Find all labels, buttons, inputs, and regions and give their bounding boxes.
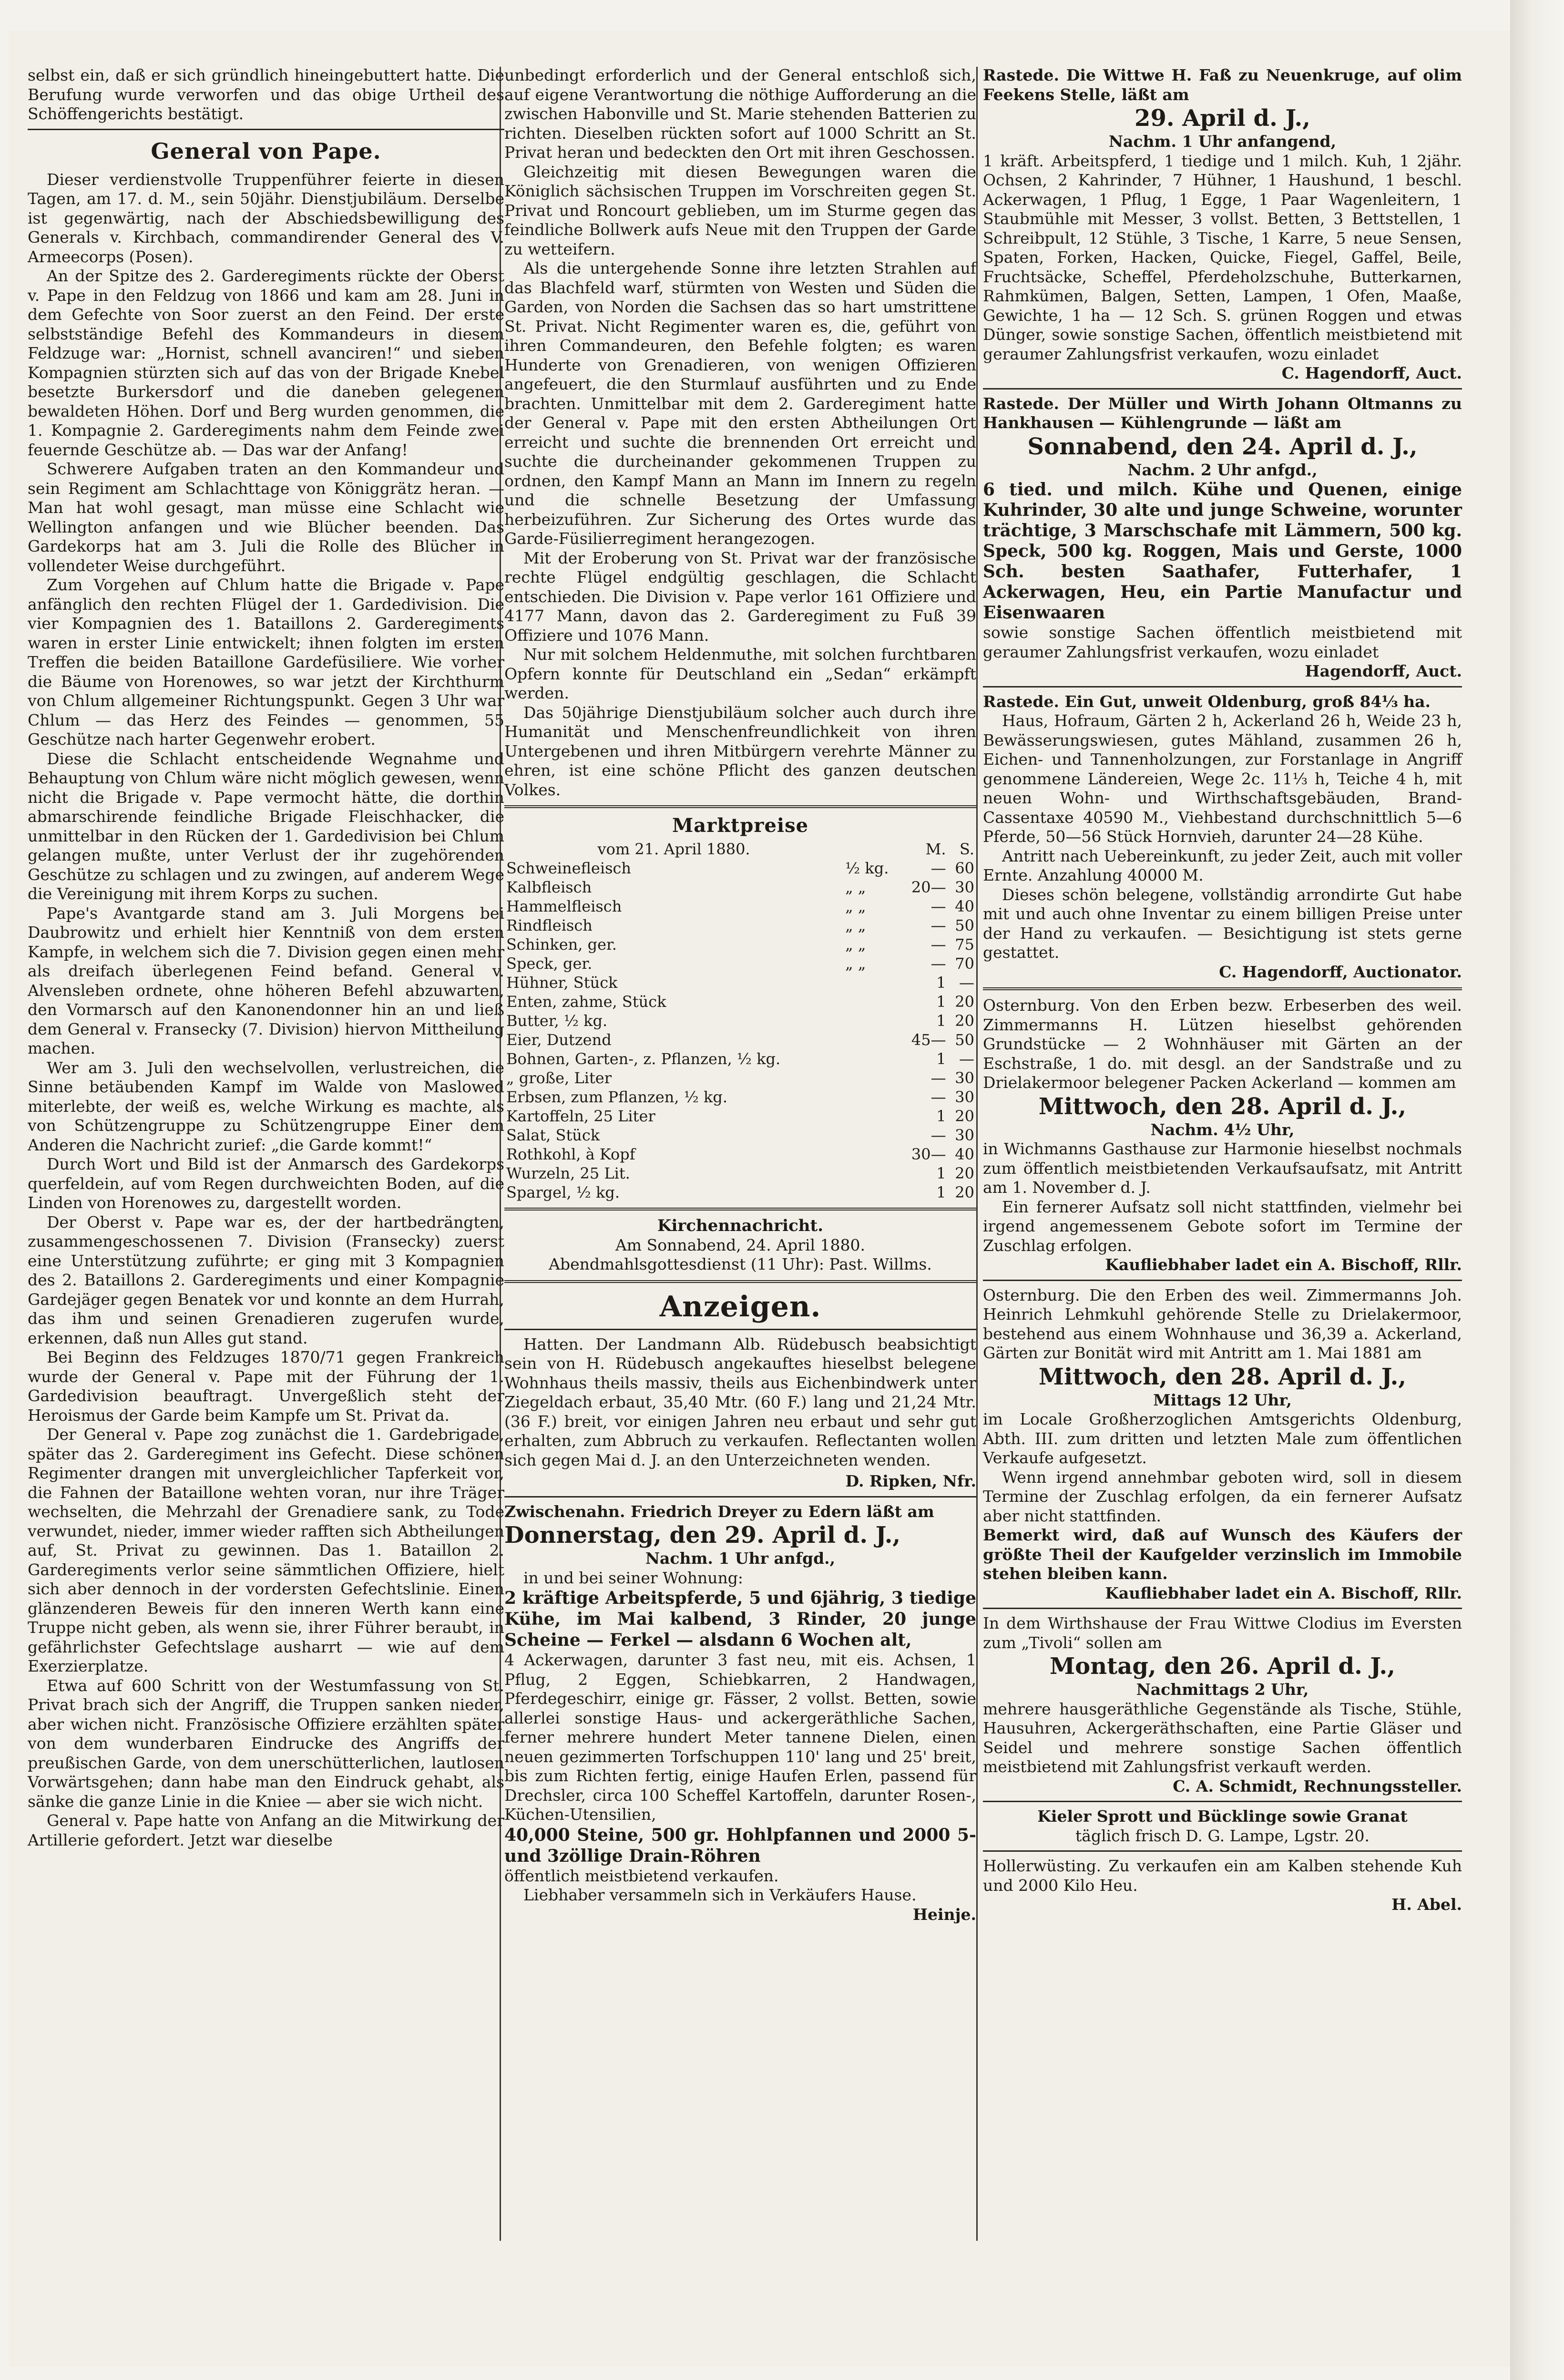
table-cell: — [930, 916, 946, 934]
article-paragraph: Pape's Avantgarde stand am 3. Juli Morgens bei Daubrowitz und erhielt hier Kenntniß von dem ersten Kampfe, in welchem sich die 7. Division gegen einen mehr als dreifach überlegenen Feind befand. General v. Alvensleben ordnete, ohne höheren Befehl abzuwarten, den Vormarsch auf den Kanonendonner hin an und ließ dem General v. Fransecky (7. Division) hiervon Mittheilung machen. [28, 903, 504, 1057]
ad-bold-text: 2 kräftige Arbeitspferde, 5 und 6jährig, 3 tiedige Kühe, im Mai kalbend, 3 Rinder, 20 junge Scheine — Ferkel — alsdann 6 Wochen alt, [504, 1588, 976, 1650]
divider [983, 686, 1462, 687]
ad-time: Nachm. 1 Uhr anfgd., [645, 1549, 836, 1568]
ad-heading: Osternburg. Von den Erben bezw. Erbeserben des weil. Zimmermanns H. Lützen hieselbst gehörenden Grundstücke — 2 Wohnhäuser mit Gärten an der Eschstraße, 1 do. mit desgl. an der Sandstraße und zu Drielakermoor belegener Packen Ackerland — kommen am [983, 996, 1462, 1092]
column-1 [28, 66, 504, 1850]
article-paragraph: Als die untergehende Sonne ihre letzten Strahlen auf das Blachfeld warf, stürmten von Westen und Süden die Garden, von Norden die Sachsen das so hart umstrittene St. Privat. Nicht Regimenter waren es, die, geführt von ihren Commandeuren, den Befehle folgten; es waren Hunderte von Grenadieren, von wenigen Offizieren angefeuert, die den Sturmlauf ausführten und zu Ende brachten. Unmittelbar mit dem 2. Garderegiment hatte der General v. Pape mit den ersten Abtheilungen Ort erreicht und suchte die brennenden Ort erreicht und suchte die durcheinander gekommenen Truppen zu ordnen, den Kampf Mann an Mann im Innern zu regeln und die schnelle Besetzung der Umfassung herbeizuführen. Zur Sicherung des Ortes wurde das Garde-Füsilierregiment herangezogen. [504, 259, 976, 548]
table-cell: 45— [911, 1031, 946, 1049]
table-cell [843, 992, 901, 1011]
ad-signature: C. Hagendorff, Auctionator. [1219, 962, 1462, 981]
table-cell: Kalbfleisch [506, 878, 592, 896]
table-cell: Eier, Dutzend [506, 1031, 612, 1049]
ad-text: Haus, Hofraum, Gärten 2 h, Ackerland 26 h, Weide 23 h, Bewässerungswiesen, gutes Mähland, zusammen 26 h, Eichen- und Tannenholzungen, zur Forstanlage in Angriff genommene Ländereien, Wege 2c. 11⅓ h, Teiche 4 h, mit neuen Wohn- und Wirthschaftsgebäuden, Brand-Cassentaxe 40590 M., Viehbestand durchschnittlich 5—6 Pferde, 50—56 Stück Hornvieh, darunter 24—28 Kühe. [983, 711, 1462, 846]
ad-text: Wenn irgend annehmbar geboten wird, soll in diesem Termine der Zuschlag erfolgen, da ein fernerer Aufsatz aber nicht stattfinden. [983, 1467, 1462, 1525]
table-row [504, 897, 976, 916]
table-cell: 50 [955, 1031, 974, 1049]
table-cell: 30 [955, 1088, 974, 1106]
article-paragraph: Wer am 3. Juli den wechselvollen, verlustreichen, die Sinne betäubenden Kampf im Walde von Maslowed miterlebte, der weiß es, welche Wirkung es machte, als von Schützengruppe zu Schützengruppe Einer dem Anderen die Nachricht zurief: „die Garde kommt!“ [28, 1058, 504, 1154]
ad-text: täglich frisch D. G. Lampe, Lgstr. 20. [1075, 1826, 1370, 1845]
table-cell: Hammelfleisch [506, 897, 622, 915]
article-paragraph: Nur mit solchem Heldenmuthe, mit solchen furchtbaren Opfern konnte für Deutschland ein „Sedan“ erkämpft werden. [504, 645, 976, 702]
table-cell [843, 1107, 901, 1126]
table-cell: Bohnen, Garten-, z. Pflanzen, ½ kg. [506, 1050, 781, 1068]
divider [504, 1280, 976, 1283]
article-paragraph: Mit der Eroberung von St. Privat war der französische rechte Flügel endgültig geschlagen, die Schlacht entschieden. Die Division v. Pape verlor 161 Offiziere und 4177 Mann, davon das 2. Garderegiment zu Fuß 39 Offiziere und 1076 Mann. [504, 548, 976, 645]
table-cell [843, 1068, 901, 1087]
ad-bold-text: 6 tied. und milch. Kühe und Quenen, einige Kuhrinder, 30 alte und junge Schweine, worunter trächtige, 3 Marschschafe mit Lämmern, 500 kg. Speck, 500 kg. Roggen, Mais und Gerste, 1000 Sch. besten Saathafer, Futterhafer, 1 Ackerwagen, Heu, ein Partie Manufactur und Eisenwaaren [983, 480, 1462, 623]
table-cell: Spargel, ½ kg. [506, 1183, 620, 1201]
table-cell: 1 [936, 1107, 946, 1125]
ad-text: Ein fernerer Aufsatz soll nicht stattfinden, vielmehr bei irgend angemessenem Gebote sofort im Termine der Zuschlag erfolgen. [983, 1197, 1462, 1255]
table-cell: Schweinefleisch [506, 859, 632, 877]
table-cell: Rothkohl, à Kopf [506, 1145, 635, 1163]
table-cell: 1 [936, 1164, 946, 1182]
column-3 [983, 66, 1462, 1915]
table-cell: „ „ [845, 878, 866, 896]
divider [983, 1280, 1462, 1281]
table-cell: — [930, 1126, 946, 1144]
ad-text: Liebhaber versammeln sich in Verkäufers Hause. [523, 1886, 917, 1904]
table-cell: — [930, 954, 946, 973]
market-price-table [504, 840, 976, 1202]
market-title: Marktpreise [672, 814, 809, 837]
table-cell: 20 [955, 1012, 974, 1030]
ad-signature: C. A. Schmidt, Rechnungssteller. [1173, 1776, 1462, 1795]
table-cell: Hühner, Stück [506, 974, 618, 992]
table-cell: 20 [955, 1183, 974, 1201]
article-paragraph: Dieser verdienstvolle Truppenführer feierte in diesen Tagen, am 17. d. M., sein 50jähr. Dienstjubiläum. Derselbe ist gegenwärtig, nach der Abschiedsbewilligung des Generals v. Kirchbach, commandirender General des V. Armeecorps (Posen). [28, 170, 504, 266]
table-row [504, 878, 976, 897]
table-cell: — [959, 1050, 974, 1068]
divider [504, 1496, 976, 1498]
ad-signature: Hagendorff, Auct. [1305, 662, 1462, 680]
table-row [504, 1011, 976, 1030]
table-cell [843, 1183, 901, 1202]
table-cell: „ „ [845, 897, 866, 915]
article-paragraph: Etwa auf 600 Schritt von der Westumfassung von St. Privat brach sich der Angriff, die Truppen sanken nieder, aber wichen nicht. Französische Offiziere erzählten später von dem wunderbaren Eindrucke des Angriffs der preußischen Garde, von dem unerschütterlichen, lautlosen Vorwärtsgehen; dann habe man den Eindruck gehabt, als sänke die ganze Linie in die Kniee — aber sie wich nicht. [28, 1676, 504, 1811]
article-paragraph: Das 50jährige Dienstjubiläum solcher auch durch ihre Humanität und Menschenfreundlichkeit von ihren Untergebenen und ihren Mitbürgern verehrte Männer zu ehren, ist eine schöne Pflicht des ganzen deutschen Volkes. [504, 703, 976, 799]
ad-time: Nachm. 4½ Uhr, [1150, 1120, 1295, 1139]
table-cell: 1 [936, 993, 946, 1011]
table-cell: — [930, 859, 946, 877]
article-paragraph: Zum Vorgehen auf Chlum hatte die Brigade v. Pape anfänglich den rechten Flügel der 1. Gardedivision. Die vier Kompagnien des 1. Bataillons 2. Garderegiments waren in erster Linie entwickelt; ihnen folgten im ersten Treffen die beiden Bataillone Gardefüsiliere. Wie vorher die Bäume von Horenowes, so war jetzt der Kirchthurm von Chlum allgemeiner Richtungspunkt. Gegen 3 Uhr war Chlum — das Herz des Feindes — genommen, 55 Geschütze nach harter Gegenwehr erobert. [28, 575, 504, 749]
article-paragraph: General v. Pape hatte von Anfang an die Mitwirkung der Artillerie gefordert. Jetzt war dieselbe [28, 1811, 504, 1849]
column-2 [504, 66, 976, 1924]
ads-title: Anzeigen. [659, 1290, 821, 1323]
table-cell: „ große, Liter [506, 1069, 612, 1087]
divider [983, 1608, 1462, 1609]
table-cell: Rindfleisch [506, 916, 593, 934]
table-cell: Wurzeln, 25 Lit. [506, 1164, 630, 1182]
table-row [504, 1107, 976, 1126]
table-row [504, 1126, 976, 1145]
table-cell: Kartoffeln, 25 Liter [506, 1107, 655, 1125]
ad-date: Mittwoch, den 28. April d. J., [1038, 1363, 1407, 1390]
article-title: General von Pape. [151, 138, 381, 164]
divider [983, 1850, 1462, 1852]
divider [983, 987, 1462, 990]
table-row [504, 1049, 976, 1068]
ad-text: 1 kräft. Arbeitspferd, 1 tiedige und 1 milch. Kuh, 1 2jähr. Ochsen, 2 Kahrinder, 7 Hühner, 1 Haushund, 1 beschl. Ackerwagen, 1 Pflug, 1 Egge, 1 Paar Wagenleitern, 1 Staubmühle mit Messer, 3 vollst. Betten, 3 Bettstellen, 1 Schreibpult, 12 Stühle, 3 Tische, 1 Karre, 5 neue Sensen, Spaten, Forken, Hacken, Quicke, Fiegel, Gaffel, Beile, Fruchtsäcke, Scheffel, Pferdeholzschuhe, Butterkarnen, Rahmkümen, Balgen, Setten, Lampen, 1 Ofen, Maaße, Gewichte, 1 ha — 12 Sch. S. grünen Roggen und etwas Dünger, sowie sonstige Sachen, öffentlich meistbietend mit geraumer Zahlungsfrist verkaufen, wozu einladet [983, 151, 1462, 363]
table-cell: 1 [936, 1012, 946, 1030]
ad-bold-text: 40,000 Steine, 500 gr. Hohlpfannen und 2000 5- und 3zöllige Drain-Röhren [504, 1825, 976, 1866]
table-cell: Salat, Stück [506, 1126, 600, 1144]
page-edge [1510, 0, 1564, 2380]
table-cell: 60 [955, 859, 974, 877]
ad-signature: Kaufliebhaber ladet ein A. Bischoff, Rllr. [1105, 1255, 1462, 1274]
ad-text: in und bei seiner Wohnung: [523, 1568, 743, 1587]
table-cell: — [930, 897, 946, 915]
table-row [504, 935, 976, 954]
table-header-cell: S. [960, 840, 974, 858]
ad-heading: Rastede. Ein Gut, unweit Oldenburg, groß 84⅓ ha. [983, 692, 1431, 711]
divider [504, 1208, 976, 1211]
ad-date: 29. April d. J., [1135, 105, 1310, 132]
table-cell: Schinken, ger. [506, 935, 617, 954]
table-cell: 1 [936, 1050, 946, 1068]
table-cell: Butter, ½ kg. [506, 1012, 608, 1030]
table-cell: — [959, 974, 974, 992]
church-title: Kirchennachricht. [657, 1216, 824, 1235]
table-cell: 50 [955, 916, 974, 934]
ad-date: Donnerstag, den 29. April d. J., [504, 1522, 901, 1549]
article-paragraph: Durch Wort und Bild ist der Anmarsch des Gardekorps querfeldein, auf vom Regen durchweichten Boden, auf die Linden von Horenowes zu, dargestellt worden. [28, 1155, 504, 1212]
table-cell [843, 973, 901, 992]
market-rows [504, 859, 976, 1202]
table-row [504, 1068, 976, 1087]
divider [504, 805, 976, 808]
intro-paragraph: selbst ein, daß er sich gründlich hineingebuttert hatte. Die Berufung wurde verworfen und das obige Urtheil des Schöffengerichts bestätigt. [28, 66, 504, 123]
market-date: vom 21. April 1880. [597, 840, 750, 858]
ad-time: Nachm. 1 Uhr anfangend, [1108, 132, 1337, 151]
article-paragraph: Gleichzeitig mit diesen Bewegungen waren die Königlich sächsischen Truppen im Vorschreiten gegen St. Privat und Roncourt geblieben, um im Sturme gegen das feindliche Bollwerk aufs Neue mit den Truppen der Garde zu wetteifern. [504, 162, 976, 258]
table-row [504, 859, 976, 878]
divider [983, 1801, 1462, 1802]
table-header-cell: M. [925, 840, 946, 858]
ad-date: Mittwoch, den 28. April d. J., [1038, 1093, 1407, 1120]
ad-text: in Wichmanns Gasthause zur Harmonie hieselbst nochmals zum öffentlich meistbietenden Verkaufsaufsatz, mit Antritt am 1. November d. J. [983, 1139, 1462, 1197]
ad-text: sowie sonstige Sachen öffentlich meistbietend mit geraumer Zahlungsfrist verkaufen, wozu einladet [983, 623, 1462, 661]
ad-time: Nachm. 2 Uhr anfgd., [1127, 460, 1318, 479]
table-cell: — [930, 1088, 946, 1106]
ad-heading: Zwischenahn. Friedrich Dreyer zu Edern läßt am [504, 1502, 934, 1521]
ad-heading: Rastede. Der Müller und Wirth Johann Oltmanns zu Hankhausen — Kühlengrunde — läßt am [983, 394, 1462, 432]
table-row [504, 840, 976, 859]
table-cell: 20 [955, 1107, 974, 1125]
column-rule [976, 67, 978, 2241]
table-row [504, 916, 976, 935]
ad-signature: Heinje. [912, 1905, 976, 1924]
table-row [504, 992, 976, 1011]
article-paragraph: Schwerere Aufgaben traten an den Kommandeur und sein Regiment am Schlachttage von Königgrätz heran. — Man hat wohl gesagt, man müsse eine Schlacht wie Wellington anfangen und wie Blücher beenden. Das Gardekorps hat am 3. Juli die Rolle des Blücher in vollendeter Weise durchgeführt. [28, 460, 504, 575]
ad-text: öffentlich meistbietend verkaufen. [504, 1866, 779, 1885]
table-cell: 30 [955, 1069, 974, 1087]
table-cell [843, 1011, 901, 1030]
table-cell: 40 [955, 1145, 974, 1163]
table-cell: 30 [955, 1126, 974, 1144]
table-cell [843, 1049, 901, 1068]
ad-signature: D. Ripken, Nfr. [845, 1472, 976, 1490]
table-cell: Enten, zahme, Stück [506, 993, 666, 1011]
ad-heading: In dem Wirthshause der Frau Wittwe Clodius im Eversten zum „Tivoli“ sollen am [983, 1614, 1462, 1652]
article-paragraph: Diese die Schlacht entscheidende Wegnahme und Behauptung von Chlum wäre nicht möglich gewesen, wenn nicht die Brigade v. Pape vermocht hätte, die dorthin abmarschirende feindliche Brigade Fleischhacker, die unmittelbar in den Rücken der 1. Gardedivision bei Chlum gelangen mußte, unter Verlust der ihr zugehörenden Geschütze zu schlagen und zu zwingen, auf anderem Wege die Vereinigung mit ihrem Korps zu suchen. [28, 749, 504, 903]
table-cell: Speck, ger. [506, 954, 593, 973]
table-row [504, 954, 976, 973]
ad-signature: H. Abel. [1391, 1895, 1462, 1914]
ad-date: Montag, den 26. April d. J., [1050, 1653, 1395, 1680]
table-cell: 1 [936, 974, 946, 992]
table-cell: 20 [955, 993, 974, 1011]
table-cell: 30 [955, 878, 974, 896]
ad-text: Hollerwüsting. Zu verkaufen ein am Kalben stehende Kuh und 2000 Kilo Heu. [983, 1857, 1462, 1895]
church-line: Am Sonnabend, 24. April 1880. [615, 1235, 866, 1254]
ad-heading: Osternburg. Die den Erben des weil. Zimmermanns Joh. Heinrich Lehmkuhl gehörende Stelle zu Drielakermoor, bestehend aus einem Wohnhause und 36,39 a. Ackerland, Gärten zur Bonität wird mit Antritt am 1. Mai 1881 am [983, 1285, 1462, 1362]
ad-text: Antritt nach Uebereinkunft, zu jeder Zeit, auch mit voller Ernte. Anzahlung 40000 M. [983, 846, 1462, 884]
ad-text: Dieses schön belegene, vollständig arrondirte Gut habe mit und auch ohne Inventar zu einem billigen Preise unter der Hand zu verkaufen. — Besichtigung ist stets gerne gestattet. [983, 885, 1462, 962]
article-paragraph: Der Oberst v. Pape war es, der der hartbedrängten, zusammengeschossenen 7. Division (Fransecky) zuerst eine Unterstützung zuführte; er ging mit 3 Kompagnien des 2. Bataillons 2. Garderegiments und einer Kompagnie Gardejäger gegen Benatek vor und konnte an dem Hurrah, das ihm und seinen Grenadieren zugerufen wurde, erkennen, daß nun Alles gut stand. [28, 1212, 504, 1347]
table-row [504, 1164, 976, 1183]
ad-bold-text: Bemerkt wird, daß auf Wunsch des Käufers der größte Theil der Kaufgelder verzinslich im Immobile stehen bleiben kann. [983, 1526, 1462, 1583]
ad-date: Sonnabend, den 24. April d. J., [1027, 433, 1418, 460]
ad-time: Nachmittags 2 Uhr, [1136, 1680, 1309, 1699]
table-cell [843, 1145, 901, 1164]
ad-text: 4 Ackerwagen, darunter 3 fast neu, mit eis. Achsen, 1 Pflug, 2 Eggen, Schiebkarren, 2 Handwagen, Pferdegeschirr, einige gr. Fässer, 2 vollst. Betten, sowie allerlei sonstige Haus- und ackergeräthliche Sachen, ferner mehrere hundert Meter tannene Dielen, einen neuen gezimmerten Torfschuppen 110' lang und 25' breit, bis zum Richten fertig, einige Haufen Erlen, passend für Drechsler, circa 100 Scheffel Kartoffeln, darunter Rosen-, Küchen-Utensilien, [504, 1651, 976, 1824]
table-row [504, 1145, 976, 1164]
ad-signature: C. Hagendorff, Auct. [1281, 364, 1462, 382]
table-cell [843, 1030, 901, 1049]
table-cell: 1 [936, 1183, 946, 1201]
article-paragraph: Der General v. Pape zog zunächst die 1. Gardebrigade, später das 2. Garderegiment ins Gefecht. Diese schönen Regimenter drangen mit unvergleichlicher Tapferkeit vor, die Fahnen der Bataillone wehten voran, nur ihre Träger wechselten, die Mehrzahl der Grenadiere sank, zu Tode verwundet, nieder, immer wieder rafften sich Abtheilungen auf, St. Privat zu gewinnen. Das 1. Bataillon 2. Garderegiments verlor seine sämmtlichen Offiziere, hielt sich aber dennoch in der vordersten Gefechtslinie. Einen glänzenderen Beweis für den inneren Werth kann eine Truppe nicht geben, als wenn sie, ihrer Führer beraubt, in gefährlichster Gefechtslage ausharrt — wie auf dem Exerzierplatze. [28, 1425, 504, 1675]
table-cell: „ „ [845, 916, 866, 934]
article-paragraph: Bei Beginn des Feldzuges 1870/71 gegen Frankreich wurde der General v. Pape mit der Führung der 1. Gardedivision beauftragt. Unvergeßlich steht der Heroismus der Garde beim Kampfe um St. Privat da. [28, 1348, 504, 1425]
table-row [504, 1087, 976, 1107]
table-cell: 20— [911, 878, 946, 896]
table-cell: „ „ [845, 935, 866, 954]
article-paragraph: An der Spitze des 2. Garderegiments rückte der Oberst v. Pape in den Feldzug von 1866 und kam am 28. Juni in dem Gefechte von Soor zuerst an den Feind. Der erste selbstständige Befehl des Kommandeurs in diesem Feldzuge war: „Hornist, schnell avanciren!“ und sieben Kompagnien stürzten sich auf das von der Brigade Knebel besetzte Burkersdorf und die daneben gelegenen bewaldeten Höhen. Dorf und Berg wurden genommen, die 1. Kompagnie 2. Garderegiments nahm dem Feinde zwei feuernde Geschütze ab. — Das war der Anfang! [28, 267, 504, 459]
table-cell [843, 1164, 901, 1183]
table-header-cell [843, 840, 901, 859]
table-cell: 75 [955, 935, 974, 954]
ad-heading: Rastede. Die Wittwe H. Faß zu Neuenkruge, auf olim Feekens Stelle, läßt am [983, 66, 1462, 104]
ad-text: mehrere hausgeräthliche Gegenstände als Tische, Stühle, Hausuhren, Ackergeräthschaften, eine Partie Gläser und Seidel und mehrere sonstige Sachen öffentlich meistbietend mit Zahlungsfrist verkauft werden. [983, 1699, 1462, 1776]
table-cell: Erbsen, zum Pflanzen, ½ kg. [506, 1088, 727, 1106]
table-row [504, 1183, 976, 1202]
ad-text: im Locale Großherzoglichen Amtsgerichts Oldenburg, Abth. III. zum dritten und letzten Male zum öffentlichen Verkaufe aufgesetzt. [983, 1410, 1462, 1467]
table-cell: „ „ [845, 954, 866, 973]
article-paragraph: unbedingt erforderlich und der General entschloß sich, auf eigene Verantwortung die nöthige Aufforderung an die zwischen Habonville und St. Marie stehenden Batterien zu richten. Dieselben rückten sofort auf 1000 Schritt an St. Privat heran und bedeckten den Ort mit ihren Geschossen. [504, 66, 976, 162]
divider [28, 129, 504, 130]
table-cell [843, 1126, 901, 1145]
table-cell: — [930, 935, 946, 954]
table-cell: 20 [955, 1164, 974, 1182]
ad-heading: Kieler Sprott und Bücklinge sowie Granat [1037, 1807, 1408, 1826]
divider [504, 1329, 976, 1330]
table-cell [843, 1087, 901, 1107]
table-cell: ½ kg. [845, 859, 889, 877]
table-row [504, 973, 976, 992]
divider [983, 388, 1462, 390]
ad-time: Mittags 12 Uhr, [1153, 1390, 1292, 1409]
table-cell: 40 [955, 897, 974, 915]
ad-text: Hatten. Der Landmann Alb. Rüdebusch beabsichtigt sein von H. Rüdebusch angekauftes hieselbst belegene Wohnhaus theils massiv, theils aus Eichenbindwerk unter Ziegeldach erbaut, 35,40 Mtr. (60 F.) lang und 21,24 Mtr. (36 F.) breit, vor einigen Jahren neu erbaut und sehr gut erhalten, zum Abbruch zu verkaufen. Reflectanten wollen sich gegen Mai d. J. an den Unterzeichneten wenden. [504, 1334, 976, 1469]
church-line: Abendmahlsgottesdienst (11 Uhr): Past. Willms. [549, 1255, 932, 1273]
ad-signature: Kaufliebhaber ladet ein A. Bischoff, Rllr. [1105, 1583, 1462, 1602]
table-row [504, 1030, 976, 1049]
table-cell: 70 [955, 954, 974, 973]
table-cell: 30— [911, 1145, 946, 1163]
table-cell: — [930, 1069, 946, 1087]
